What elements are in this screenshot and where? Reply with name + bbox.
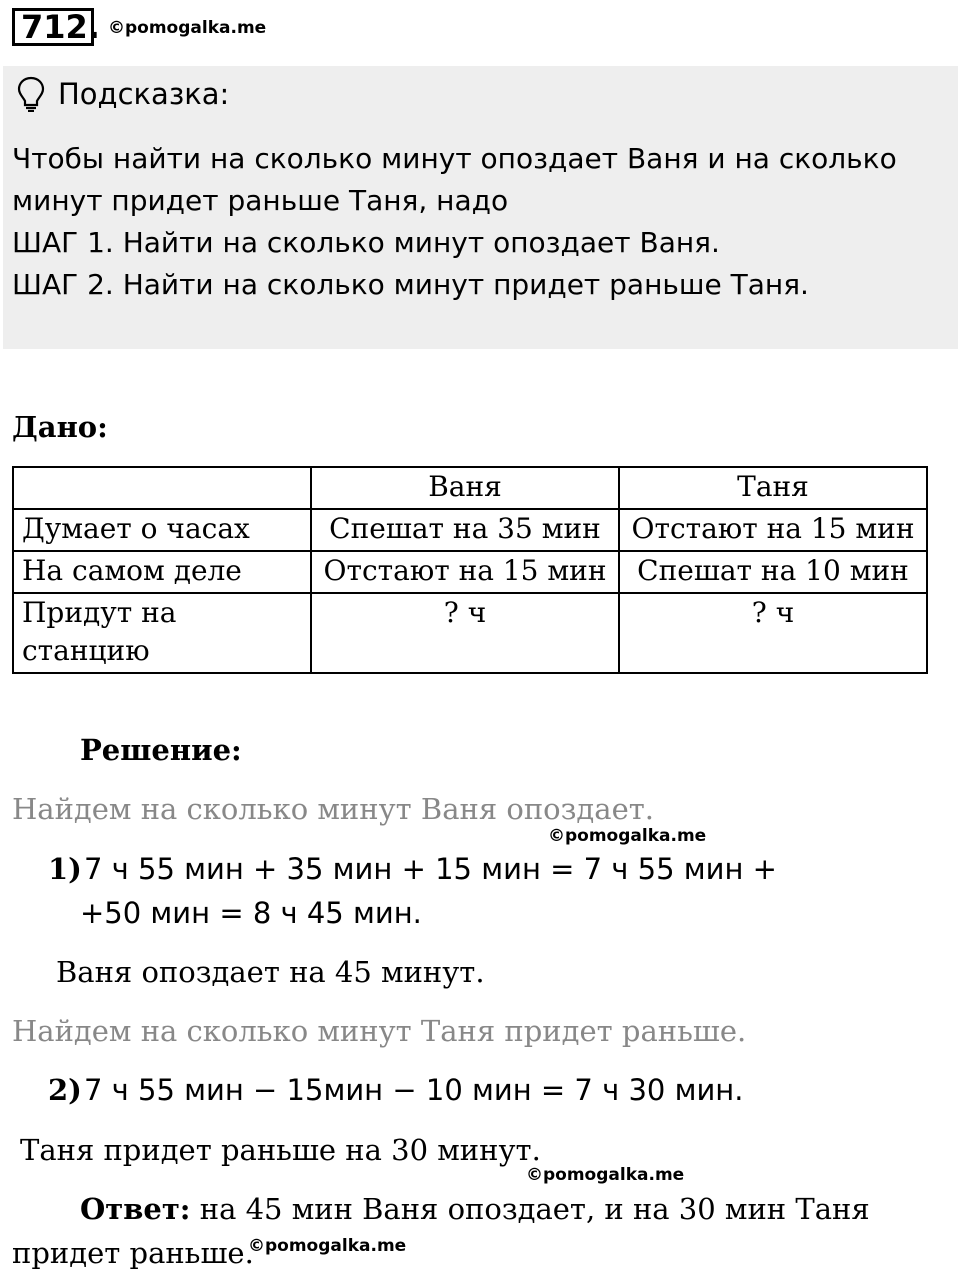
watermark: ©pomogalka.me — [548, 826, 707, 846]
step-1-label: ШАГ 1. — [12, 226, 114, 259]
hint-title-text: Подсказка: — [58, 77, 230, 111]
table-cell: Отстают на 15 мин — [311, 551, 619, 593]
table-cell: Спешат на 10 мин — [619, 551, 927, 593]
step-2-number: 2) — [48, 1073, 82, 1107]
answer-label: Ответ: — [80, 1192, 191, 1226]
hint-line-1: Чтобы найти на сколько минут опоздает Ваня и на сколько — [12, 142, 897, 175]
hint-step-2 — [12, 264, 952, 306]
hint-title — [16, 76, 229, 112]
table-cell: Таня — [619, 467, 927, 509]
result-1: Ваня опоздает на 45 минут. — [56, 955, 485, 989]
step-2-line: 7 ч 55 мин − 15мин − 10 мин = 7 ч 30 мин. — [84, 1073, 744, 1107]
hint-step-1 — [12, 222, 952, 264]
table-row — [13, 551, 927, 593]
step-1-number: 1) — [48, 852, 82, 886]
step-1-line-1: 7 ч 55 мин + 35 мин + 15 мин = 7 ч 55 мин + — [84, 852, 777, 886]
table-cell — [13, 467, 311, 509]
table-cell: Ваня — [311, 467, 619, 509]
table-cell: Придут на станцию — [13, 593, 311, 673]
step-2-label: ШАГ 2. — [12, 268, 114, 301]
table-cell: Думает о часах — [13, 509, 311, 551]
table-cell: На самом деле — [13, 551, 311, 593]
solution-intro-1: Найдем на сколько минут Ваня опоздает. — [12, 792, 654, 826]
solution-intro-2: Найдем на сколько минут Таня придет раньше. — [12, 1014, 747, 1048]
watermark: ©pomogalka.me — [526, 1165, 685, 1185]
table-cell: Отстают на 15 мин — [619, 509, 927, 551]
given-table — [12, 466, 928, 674]
table-cell: Спешат на 35 мин — [311, 509, 619, 551]
answer-text-1: на 45 мин Ваня опоздает, и на 30 мин Таня — [190, 1192, 870, 1226]
table-header-row — [13, 467, 927, 509]
step-2-text: Найти на сколько минут придет раньше Таня. — [113, 268, 809, 301]
answer-line-2: придет раньше. — [12, 1236, 254, 1270]
hint-line-2: минут придет раньше Таня, надо — [12, 184, 509, 217]
given-title: Дано: — [12, 410, 108, 444]
solution-title: Решение: — [80, 733, 242, 767]
table-cell: ? ч — [619, 593, 927, 673]
lightbulb-icon — [16, 76, 46, 112]
step-1-line-2: +50 мин = 8 ч 45 мин. — [80, 896, 422, 930]
table-row — [13, 593, 927, 673]
answer-line-1 — [80, 1192, 870, 1226]
step-1-text: Найти на сколько минут опоздает Ваня. — [113, 226, 720, 259]
table-cell: ? ч — [311, 593, 619, 673]
hint-text — [12, 138, 952, 306]
task-number: 712. — [12, 8, 94, 46]
table-row — [13, 509, 927, 551]
watermark: ©pomogalka.me — [108, 18, 267, 38]
result-2: Таня придет раньше на 30 минут. — [20, 1133, 541, 1167]
watermark: ©pomogalka.me — [248, 1236, 407, 1256]
